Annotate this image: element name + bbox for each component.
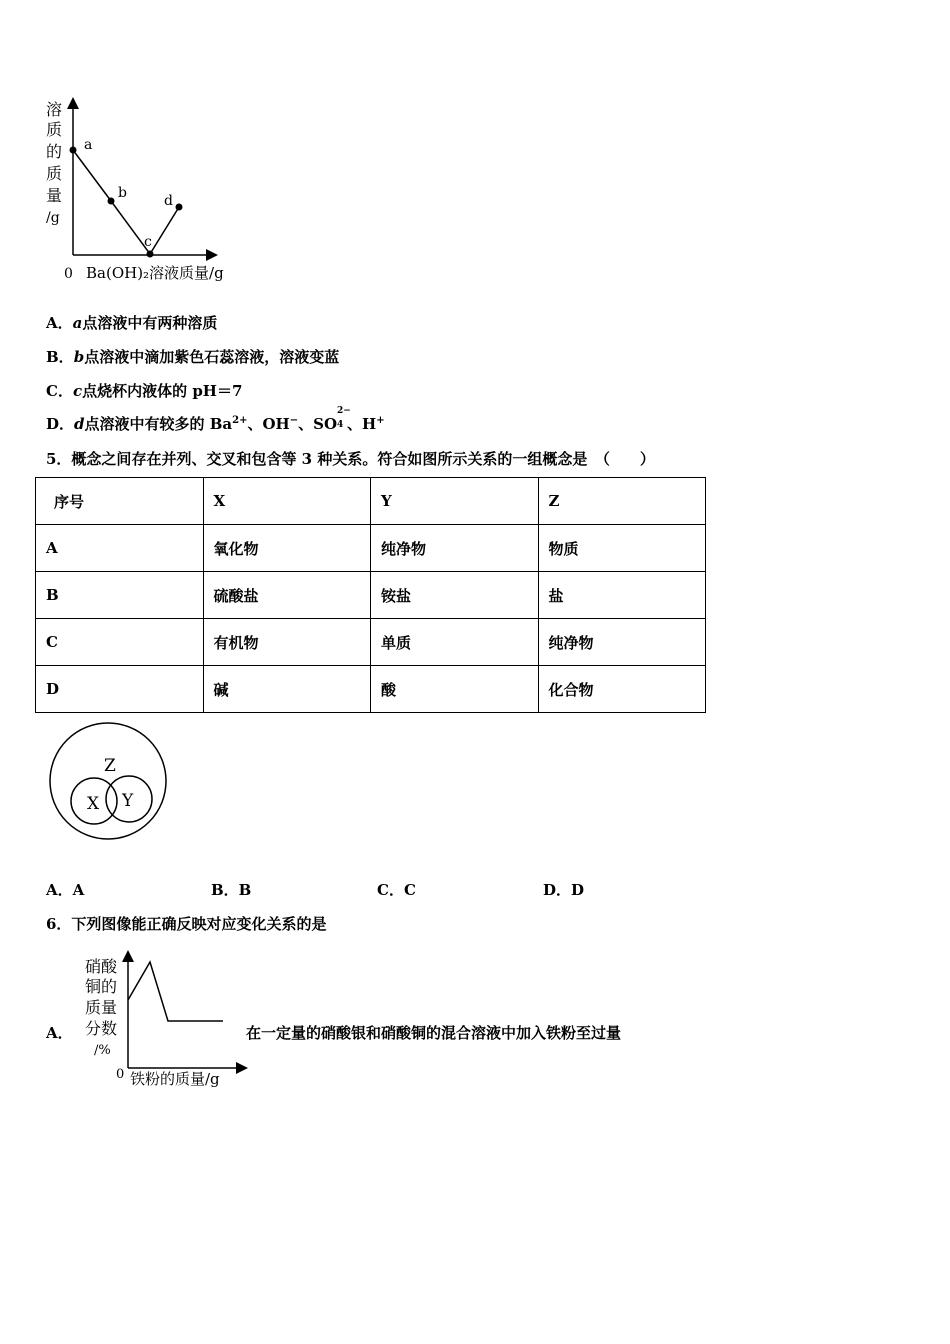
table-row xyxy=(36,666,706,713)
ylabel-char-3: 的 xyxy=(46,142,63,161)
ylabel-char-2: 质 xyxy=(46,120,63,139)
x-axis-label: Ba(OH)₂溶液质量/g xyxy=(86,264,224,282)
table-header-cell: X xyxy=(203,478,371,525)
ylabel-line-2: 铜的 xyxy=(85,977,118,996)
ylabel-line-1: 硝酸 xyxy=(85,957,118,976)
q5-option-a[interactable]: A．A xyxy=(46,881,85,899)
point-label-d: d xyxy=(164,193,173,209)
point-label-a: a xyxy=(84,137,93,153)
q5-option-c[interactable]: C．C xyxy=(377,881,416,899)
venn-diagram xyxy=(44,717,174,847)
ylabel-line-5: /% xyxy=(94,1043,111,1058)
ylabel-char-5: 量 xyxy=(46,186,63,205)
table-header-cell: Z xyxy=(538,478,706,525)
table-cell: 物质 xyxy=(538,525,706,572)
ylabel-char-1: 溶 xyxy=(46,100,63,119)
ylabel-char-6: /g xyxy=(46,210,60,226)
table-cell: 化合物 xyxy=(538,666,706,713)
venn-label-x: X xyxy=(87,794,100,814)
table-header-cell: 序号 xyxy=(36,478,204,525)
point-label-c: c xyxy=(144,234,152,250)
table-header-cell: Y xyxy=(371,478,539,525)
copper-nitrate-chart xyxy=(80,950,250,1090)
table-row xyxy=(36,619,706,666)
mass-fraction-line xyxy=(128,962,223,1021)
table-cell: 盐 xyxy=(538,572,706,619)
table-cell: 有机物 xyxy=(203,619,371,666)
point-d xyxy=(176,204,183,211)
q4-option-b[interactable]: B．b点溶液中滴加紫色石蕊溶液，溶液变蓝 xyxy=(46,348,340,366)
concept-table xyxy=(35,477,706,713)
table-cell: 硫酸盐 xyxy=(203,572,371,619)
table-cell: C xyxy=(36,619,204,666)
table-cell: 碱 xyxy=(203,666,371,713)
q5-stem: 5．概念之间存在并列、交叉和包含等 3 种关系。符合如图所示关系的一组概念是 （ ） xyxy=(46,450,655,468)
ylabel-line-4: 分数 xyxy=(85,1019,118,1038)
point-a xyxy=(70,147,77,154)
q6-option-a-letter[interactable]: A． xyxy=(46,1024,73,1042)
solute-mass-chart xyxy=(40,95,240,285)
q5-option-b[interactable]: B．B xyxy=(211,881,252,899)
q4-option-c[interactable]: C．c点烧杯内液体的 pH＝7 xyxy=(46,382,243,400)
table-cell: B xyxy=(36,572,204,619)
table-cell: 单质 xyxy=(371,619,539,666)
table-cell: A xyxy=(36,525,204,572)
ylabel-char-4: 质 xyxy=(46,164,63,183)
q6-stem: 6．下列图像能正确反映对应变化关系的是 xyxy=(46,915,327,933)
table-cell: 酸 xyxy=(371,666,539,713)
origin-label: 0 xyxy=(116,1067,125,1082)
venn-label-y: Y xyxy=(122,791,134,811)
q4-option-d[interactable]: D．d点溶液中有较多的 $Ba^{2+}$、OH−、SO 2− 4 、H+ xyxy=(46,406,385,433)
q5-option-d[interactable]: D．D xyxy=(543,881,585,899)
table-header-row xyxy=(36,478,706,525)
table-row xyxy=(36,525,706,572)
point-b xyxy=(108,198,115,205)
ylabel-line-3: 质量 xyxy=(85,998,118,1017)
table-cell: 氧化物 xyxy=(203,525,371,572)
origin-label: 0 xyxy=(64,266,73,282)
q4-option-a[interactable]: A．a点溶液中有两种溶质 xyxy=(46,314,218,332)
x-axis-label: 铁粉的质量/g xyxy=(130,1070,220,1088)
table-cell: D xyxy=(36,666,204,713)
venn-label-z: Z xyxy=(104,756,116,776)
q6-option-a-text: 在一定量的硝酸银和硝酸铜的混合溶液中加入铁粉至过量 xyxy=(246,1024,622,1042)
circle-z xyxy=(50,723,166,839)
point-c xyxy=(147,251,154,258)
table-cell: 纯净物 xyxy=(538,619,706,666)
table-cell: 纯净物 xyxy=(371,525,539,572)
table-row xyxy=(36,572,706,619)
point-label-b: b xyxy=(118,185,127,201)
table-cell: 铵盐 xyxy=(371,572,539,619)
